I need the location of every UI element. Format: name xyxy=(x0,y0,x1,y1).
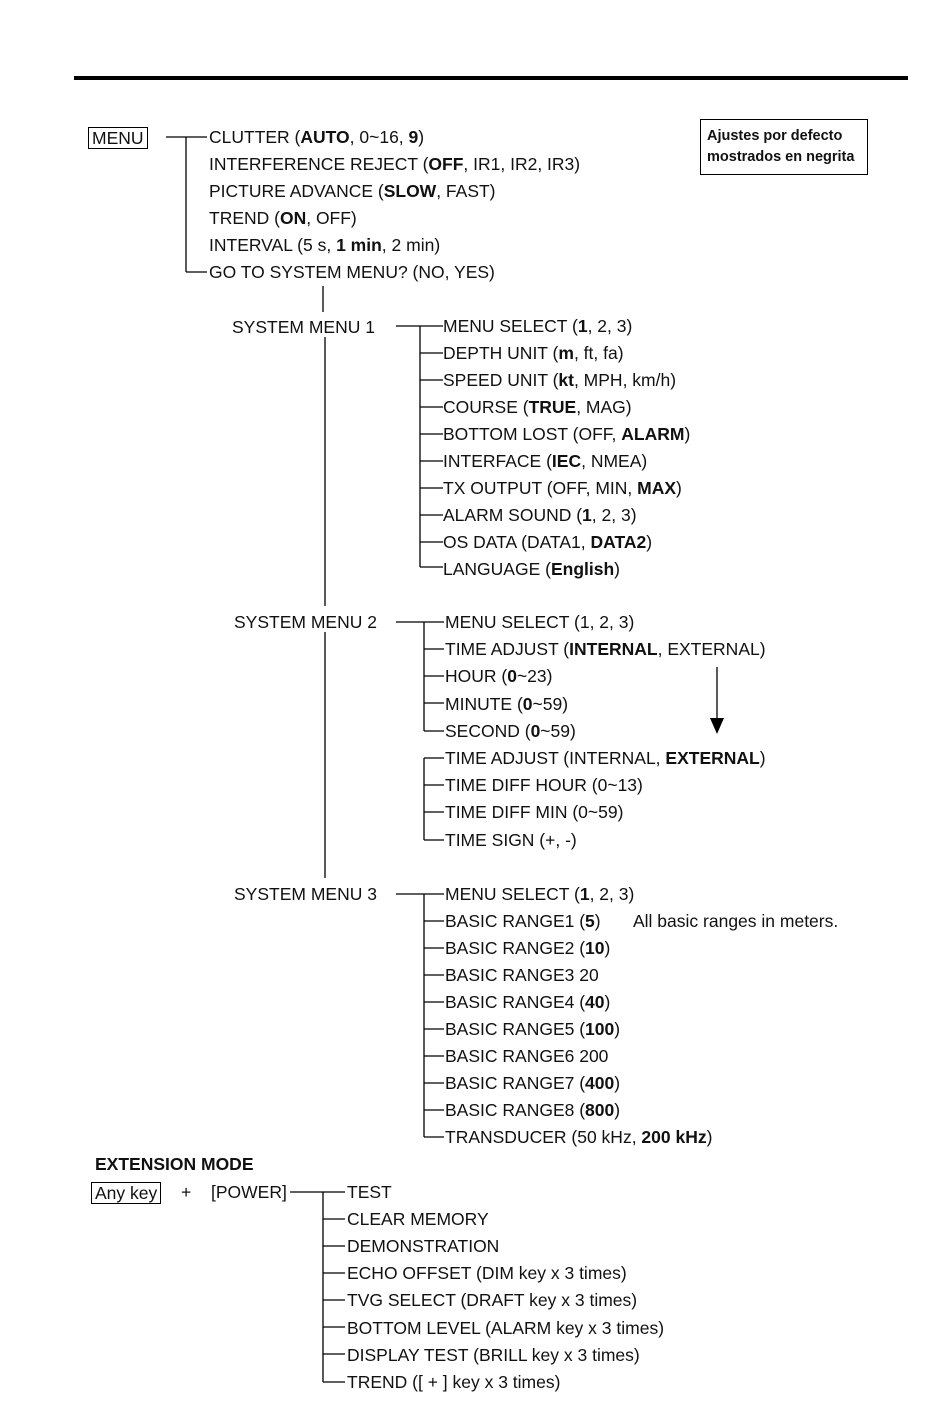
system-menu-2-default-value: 0 xyxy=(530,720,541,741)
menu-default-value: 1 min xyxy=(336,235,382,255)
extension-mode-item: DEMONSTRATION xyxy=(347,1236,500,1257)
system-menu-3-default-value: 100 xyxy=(585,1019,615,1039)
system-menu-3-item: TRANSDUCER (50 kHz, 200 kHz) xyxy=(445,1127,713,1147)
extension-mode-item: TREND ([ + ] key x 3 times) xyxy=(347,1371,561,1392)
system-menu-2-external-item: TIME DIFF MIN (0~59) xyxy=(445,802,624,823)
system-menu-3-item: BASIC RANGE8 (800) xyxy=(445,1100,621,1120)
defaults-note-line1: Ajustes por defecto xyxy=(707,128,843,144)
system-menu-1-item: DEPTH UNIT (m, ft, fa) xyxy=(443,343,624,363)
system-menu-1-default-value: m xyxy=(558,343,574,363)
system-menu-3-default-value: 800 xyxy=(585,1100,615,1120)
system-menu-2-item: MINUTE (0~59) xyxy=(445,693,569,714)
system-menu-2-default-value: 0 xyxy=(507,666,517,687)
defaults-note-line2: mostrados en negrita xyxy=(707,149,855,165)
system-menu-3-default-value: 40 xyxy=(585,992,605,1012)
system-menu-1-default-value: TRUE xyxy=(528,397,577,417)
range-units-note: All basic ranges in meters. xyxy=(633,911,839,931)
system-menu-1-item: LANGUAGE (English) xyxy=(443,559,620,579)
menu-item: TREND (ON, OFF) xyxy=(209,208,357,228)
menu-default-value: OFF xyxy=(428,154,464,174)
system-menu-3-item: BASIC RANGE1 (5) xyxy=(445,911,601,931)
menu-key[interactable]: MENU xyxy=(88,127,148,149)
system-menu-2-item: TIME ADJUST (INTERNAL, EXTERNAL) xyxy=(445,639,766,660)
menu-default-value: 9 xyxy=(408,127,419,147)
menu-item: INTERFERENCE REJECT (OFF, IR1, IR2, IR3) xyxy=(209,154,581,174)
menu-item: GO TO SYSTEM MENU? (NO, YES) xyxy=(209,262,495,282)
extension-mode-item: DISPLAY TEST (BRILL key x 3 times) xyxy=(347,1344,640,1365)
system-menu-1-default-value: kt xyxy=(558,370,574,390)
menu-default-value: ON xyxy=(279,208,307,228)
menu-item: INTERVAL (5 s, 1 min, 2 min) xyxy=(209,235,441,255)
system-menu-1-default-value: 1 xyxy=(577,316,588,336)
menu-default-value: AUTO xyxy=(300,127,350,147)
system-menu-1-default-value: MAX xyxy=(637,478,677,498)
system-menu-2-item: MENU SELECT (1, 2, 3) xyxy=(445,612,635,632)
system-menu-1-item: TX OUTPUT (OFF, MIN, MAX) xyxy=(443,478,682,498)
system-menu-1-item: BOTTOM LOST (OFF, ALARM) xyxy=(443,424,691,444)
system-menu-3-item: BASIC RANGE6 200 xyxy=(445,1046,609,1066)
system-menu-2-label: SYSTEM MENU 2 xyxy=(234,612,377,632)
power-key: [POWER] xyxy=(211,1182,287,1202)
system-menu-1-default-value: ALARM xyxy=(621,424,685,444)
system-menu-3-item: BASIC RANGE7 (400) xyxy=(445,1073,621,1093)
system-menu-2-default-value: INTERNAL xyxy=(569,639,658,660)
system-menu-3-default-value: 1 xyxy=(579,884,590,904)
system-menu-3-default-value: 200 kHz xyxy=(641,1127,707,1147)
system-menu-1-item: SPEED UNIT (kt, MPH, km/h) xyxy=(443,370,677,390)
system-menu-3-item: BASIC RANGE2 (10) xyxy=(445,938,611,958)
system-menu-1-item: COURSE (TRUE, MAG) xyxy=(443,397,632,417)
system-menu-2-item: SECOND (0~59) xyxy=(445,720,576,741)
system-menu-2-external-item: TIME SIGN (+, -) xyxy=(445,829,577,850)
menu-default-value: SLOW xyxy=(383,181,437,201)
any-key-button[interactable]: Any key xyxy=(91,1182,161,1204)
system-menu-3-item: BASIC RANGE4 (40) xyxy=(445,992,611,1012)
system-menu-2-item: HOUR (0~23) xyxy=(445,666,553,687)
down-arrow-icon xyxy=(710,718,724,734)
extension-mode-item: CLEAR MEMORY xyxy=(347,1209,489,1230)
plus-sign: + xyxy=(181,1182,192,1202)
extension-mode-item: ECHO OFFSET (DIM key x 3 times) xyxy=(347,1263,627,1284)
system-menu-1-default-value: IEC xyxy=(551,451,582,471)
system-menu-2-external-default-value: EXTERNAL xyxy=(665,748,760,768)
menu-item: CLUTTER (AUTO, 0~16, 9) xyxy=(209,127,425,147)
system-menu-1-item: INTERFACE (IEC, NMEA) xyxy=(443,451,648,471)
system-menu-3-item: BASIC RANGE5 (100) xyxy=(445,1019,621,1039)
system-menu-1-label: SYSTEM MENU 1 xyxy=(232,317,375,337)
system-menu-1-default-value: English xyxy=(550,559,615,579)
system-menu-1-default-value: 1 xyxy=(582,505,592,525)
extension-mode-item: TEST xyxy=(347,1182,392,1202)
system-menu-3-item: MENU SELECT (1, 2, 3) xyxy=(445,884,635,904)
system-menu-3-label: SYSTEM MENU 3 xyxy=(234,884,377,904)
system-menu-3-item: BASIC RANGE3 20 xyxy=(445,965,599,985)
system-menu-2-external-item: TIME ADJUST (INTERNAL, EXTERNAL) xyxy=(445,748,766,768)
extension-mode-item: BOTTOM LEVEL (ALARM key x 3 times) xyxy=(347,1317,665,1338)
menu-item: PICTURE ADVANCE (SLOW, FAST) xyxy=(209,181,496,201)
system-menu-3-default-value: 400 xyxy=(585,1073,615,1093)
system-menu-3-default-value: 5 xyxy=(585,911,595,931)
system-menu-3-default-value: 10 xyxy=(585,938,605,958)
system-menu-2-default-value: 0 xyxy=(522,693,533,714)
system-menu-1-default-value: DATA2 xyxy=(590,532,647,552)
extension-mode-title: EXTENSION MODE xyxy=(95,1154,254,1174)
system-menu-1-item: ALARM SOUND (1, 2, 3) xyxy=(443,505,637,525)
system-menu-1-item: OS DATA (DATA1, DATA2) xyxy=(443,532,653,552)
extension-mode-item: TVG SELECT (DRAFT key x 3 times) xyxy=(347,1290,638,1311)
system-menu-1-item: MENU SELECT (1, 2, 3) xyxy=(443,316,633,336)
system-menu-2-external-item: TIME DIFF HOUR (0~13) xyxy=(445,775,643,796)
